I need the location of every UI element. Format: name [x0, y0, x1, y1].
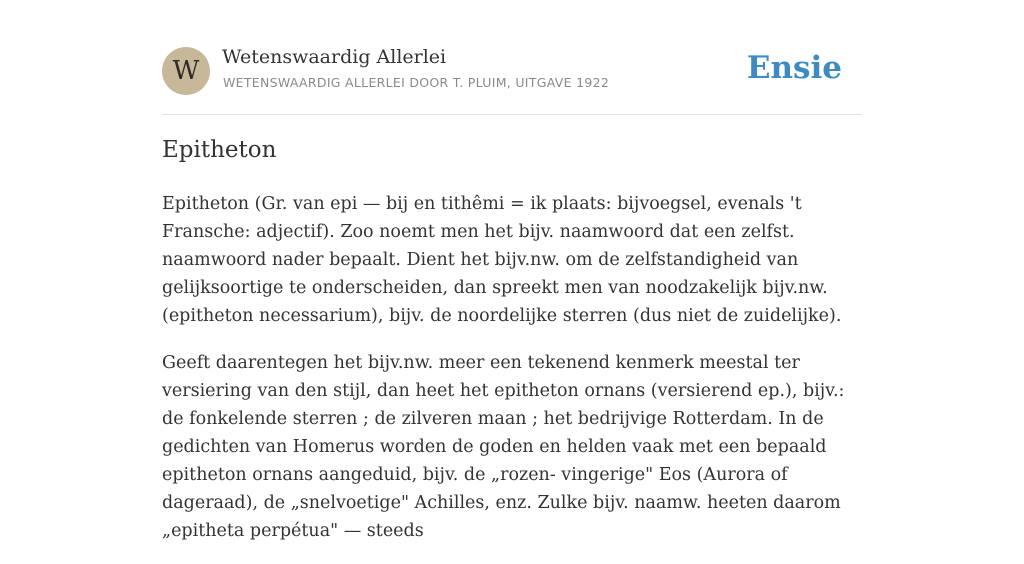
source-header	[162, 44, 862, 115]
article-body	[162, 190, 866, 564]
source-avatar[interactable]: W	[162, 47, 210, 95]
source-title-link[interactable]: Wetenswaardig Allerlei	[222, 46, 447, 68]
article-paragraph: Geeft daarentegen het bijv.nw. meer een tekenend kenmerk meestal ter versiering van den stijl, dan heet het epitheton ornans (versierend ep.), bijv.: de fonkelende sterren ; de zilveren maan ; het bedrijvige Rotterdam. In de gedichten van Homerus worden de goden en helden vaak met een bepaald epitheton ornans aangeduid, bijv. de „rozen- vingerige" Eos (Aurora of dageraad), de „snelvoetige" Achilles, enz. Zulke bijv. naamw. heeten daarom „epitheta perpétua" — steeds	[162, 353, 845, 541]
article-title: Epitheton	[162, 137, 277, 163]
article-paragraph: Epitheton (Gr. van epi — bij en tithêmi = ik plaats: bijvoegsel, evenals 't Fransche: adjectif). Zoo noemt men het bijv. naamwoord dat een zelfst. naamwoord nader bepaalt. Dient het bijv.nw. om de zelfstandigheid van gelijksoortige te onderscheiden, dan spreekt men van noodzakelijk bijv.nw. (epitheton necessarium), bijv. de noordelijke sterren (dus niet de zuidelijke).	[162, 194, 842, 326]
ensie-logo[interactable]: Ensie	[746, 50, 842, 86]
source-subtitle: WETENSWAARDIG ALLERLEI DOOR T. PLUIM, UITGAVE 1922	[223, 75, 610, 90]
